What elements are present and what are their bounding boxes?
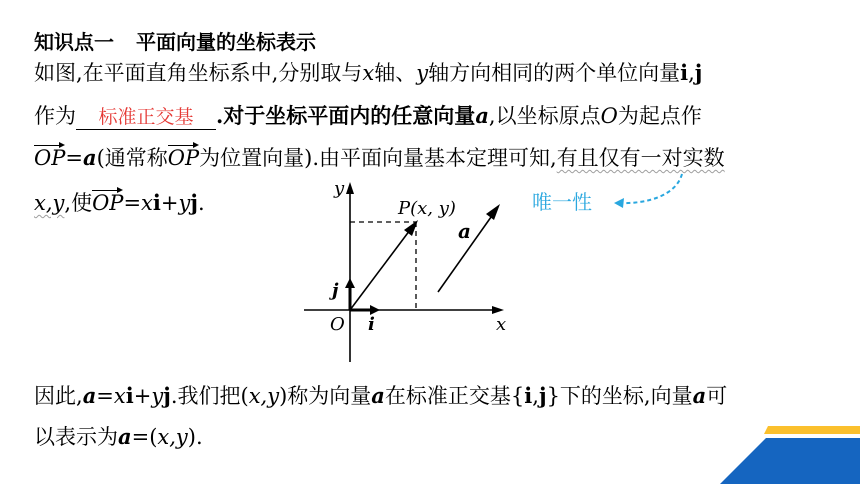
text: ,以坐标原点 (488, 104, 601, 128)
para1-line1 (34, 58, 702, 88)
y-axis-label: y (334, 178, 345, 199)
vector-OP: OP (168, 143, 199, 173)
text: , (532, 384, 539, 408)
text: ). (187, 425, 203, 449)
text: 如图,在平面直角坐标系中,分别取与 (34, 61, 363, 85)
origin-O: O (600, 104, 618, 128)
x-axis-arrow (492, 306, 504, 314)
text: .对于坐标平面内的任意向量 (216, 103, 476, 128)
vector-a: a (82, 383, 97, 408)
j-label: j (332, 280, 339, 301)
vector-a: a (475, 103, 489, 128)
var-y: y (178, 191, 191, 215)
var-y: y (416, 61, 429, 85)
vector-OP: OP (92, 188, 123, 218)
vector-a: a (692, 383, 707, 408)
uniqueness-note: 唯一性 (532, 190, 592, 214)
heading-part1: 知识点一 (34, 30, 114, 54)
para2-line2 (34, 422, 203, 452)
x-axis-label: x (496, 314, 507, 335)
var-x: x (113, 384, 126, 408)
text: 轴方向相同的两个单位向量 (428, 61, 681, 85)
unit-j: j (538, 383, 547, 408)
corner-stripe-yellow (764, 426, 860, 434)
text: , (688, 61, 695, 85)
vector-a-arrow (486, 204, 500, 220)
corner-decoration (720, 424, 860, 484)
unit-i: i (152, 190, 161, 215)
text: ,使 (64, 191, 93, 215)
para1-line2 (34, 101, 702, 131)
unit-vector-j-arrow (345, 278, 355, 288)
unit-i: i (680, 60, 689, 85)
text: (通常称 (96, 146, 168, 170)
text: }下的坐标,向量 (546, 384, 693, 408)
text: 为位置向量).由平面向量基本定理可知, (199, 146, 557, 170)
coordinate-diagram (300, 178, 530, 364)
vector-OP-line (350, 226, 413, 310)
unit-j: j (163, 383, 171, 408)
section-heading (34, 27, 316, 57)
var-y: y (151, 384, 164, 408)
text: )称为向量 (279, 384, 372, 408)
vector-a-label: a (458, 219, 471, 243)
vars-xy: x,y (157, 425, 188, 449)
text: = (96, 384, 114, 408)
text: 在标准正交基{ (384, 384, 525, 408)
point-P-label: P(x, y) (398, 198, 456, 219)
var-x: x (362, 61, 375, 85)
text: .我们把( (170, 384, 249, 408)
text: 以表示为 (34, 425, 118, 449)
y-axis-arrow (346, 182, 354, 194)
heading-part2: 平面向量的坐标表示 (136, 30, 316, 54)
text: =( (131, 425, 158, 449)
vars-xy: x,y (248, 384, 280, 408)
fill-blank-answer: 标准正交基 (76, 105, 216, 130)
unit-j: j (694, 60, 703, 85)
text: 为起点作 (617, 104, 702, 128)
vector-OP: OP (34, 143, 65, 173)
vector-a: a (118, 424, 132, 449)
unit-i: i (125, 383, 134, 408)
text: = (123, 191, 142, 215)
text: . (197, 191, 205, 215)
wavy-underlined-text: 有且仅有一对实数 (556, 146, 725, 170)
text: = (65, 146, 83, 170)
unit-i: i (524, 383, 533, 408)
i-label: i (368, 314, 375, 335)
origin-label: O (330, 314, 345, 335)
text: 作为 (34, 104, 76, 128)
vector-a: a (371, 383, 385, 408)
unit-j: j (190, 190, 198, 215)
vector-a: a (82, 145, 97, 170)
text: 因此, (34, 384, 83, 408)
para1-line4 (34, 188, 205, 218)
corner-block-blue (720, 438, 860, 484)
text: + (160, 191, 179, 215)
para1-line3 (34, 143, 725, 173)
var-x: x (141, 191, 153, 215)
text: 轴、 (374, 61, 417, 85)
vars-xy: x,y (34, 191, 65, 215)
para2-line1 (34, 381, 727, 411)
text: + (133, 384, 152, 408)
text: 可 (706, 384, 728, 408)
curved-arrow-icon (606, 170, 688, 212)
